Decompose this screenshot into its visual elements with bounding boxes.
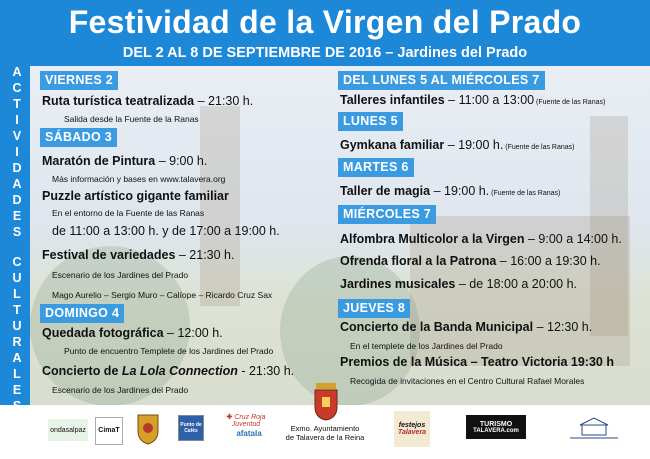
event-note: (Fuente de las Ranas) [489, 190, 561, 197]
side-label-letter: T [13, 97, 21, 111]
event-note: En el entorno de la Fuente de las Ranas [52, 208, 205, 218]
event-ruta [42, 94, 253, 108]
event-time: – de 18:00 a 20:00 h. [455, 277, 577, 291]
red-cross-icon: ✚ [226, 414, 233, 421]
event-time: 19:30 h [567, 355, 614, 369]
side-label-letter: A [12, 65, 22, 79]
event-title: Puzzle artístico gigante familiar [42, 189, 229, 203]
side-label-letter: T [13, 303, 21, 317]
event-alfombra [340, 232, 622, 246]
event-title: Alfombra Multicolor a la Virgen [340, 232, 525, 246]
event-time: – 12:00 h. [163, 326, 223, 340]
shield-icon [136, 413, 160, 445]
side-label-letter: D [12, 161, 22, 175]
event-time: – 21:30 h. [194, 94, 254, 108]
side-label-letter: V [12, 129, 22, 143]
side-label-letter: L [13, 367, 21, 381]
event-title: Premios de la Música – Teatro Victoria [340, 355, 568, 369]
side-label-letter: E [12, 383, 22, 397]
logo-right-institution [566, 415, 622, 441]
sponsor-footer [0, 405, 650, 459]
logo-ondasalpaz: ondasalpaz [48, 419, 88, 441]
city-council-label: Exmo. Ayuntamiento de Talavera de la Reina [285, 424, 365, 442]
city-coat-of-arms-icon [313, 383, 339, 421]
day-martes: MARTES 6 [338, 158, 414, 177]
side-label-letter: U [12, 271, 22, 285]
event-title: Maratón de Pintura [42, 154, 156, 168]
event-note: Salida desde la Fuente de la Ranas [64, 114, 199, 124]
side-label-letter: C [12, 81, 22, 95]
event-festival [42, 248, 234, 262]
event-jardines [340, 277, 577, 291]
side-label-letter: L [13, 287, 21, 301]
event-title: Taller de magia [340, 184, 431, 198]
side-label [4, 64, 30, 414]
event-title: Talleres infantiles [340, 93, 445, 107]
event-title: Festival de variedades [42, 248, 176, 262]
side-label-letter: R [12, 335, 22, 349]
day-sabado: SÁBADO 3 [40, 128, 117, 147]
logo-cimat: CimaT [95, 417, 123, 445]
day-viernes: VIERNES 2 [40, 71, 118, 90]
event-time: – 21:30 h. [175, 248, 235, 262]
event-title-italic: La Lola Connection [121, 364, 238, 378]
event-puzzle [42, 189, 229, 203]
event-time: – 19:00 h. [444, 138, 504, 152]
event-time: – 19:00 h. [430, 184, 490, 198]
logo-turismo-talavera: TURISMO TALAVERA.com [466, 415, 526, 439]
event-time: – 11:00 a 13:00 [444, 93, 535, 107]
side-label-letter: A [12, 177, 22, 191]
event-time: – 9:00 h. [155, 154, 208, 168]
event-quedada [42, 326, 223, 340]
side-label-letter: S [12, 225, 22, 239]
event-maraton [42, 154, 207, 168]
day-lunes-miercoles: DEL LUNES 5 AL MIÉRCOLES 7 [338, 71, 545, 90]
day-lunes: LUNES 5 [338, 112, 403, 131]
event-artists: Mago Aurelio – Sergio Muro – Calíope – Ricardo Cruz Sax [52, 290, 273, 300]
event-title: Ruta turística teatralizada [42, 94, 195, 108]
event-lola [42, 364, 294, 378]
logo-festejos: festejos Talavera [394, 411, 430, 447]
event-note: Recogida de invitaciones en el Centro Cultural Rafael Morales [350, 376, 585, 386]
page-subtitle: DEL 2 AL 8 DE SEPTIEMBRE DE 2016 – Jardines del Prado [122, 45, 528, 61]
event-title: Concierto de [42, 364, 122, 378]
event-time: – 16:00 a 19:30 h. [496, 254, 601, 268]
event-note: (Fuente de las Ranas) [503, 144, 575, 151]
event-title: Concierto de la Banda Municipal [340, 320, 534, 334]
side-label-letter: E [12, 209, 22, 223]
side-label-word-1 [4, 64, 30, 240]
event-note: En el templete de los Jardines del Prado [350, 341, 503, 351]
building-icon [566, 415, 622, 441]
side-label-letter: I [15, 113, 19, 127]
event-banda [340, 320, 592, 334]
side-label-word-2 [4, 254, 30, 414]
side-label-letter: D [12, 193, 22, 207]
day-domingo: DOMINGO 4 [40, 304, 124, 323]
tower-left-shape [200, 106, 240, 306]
event-gymkana [340, 138, 575, 152]
day-miercoles: MIÉRCOLES 7 [338, 205, 436, 224]
event-note: Punto de encuentro Templete de los Jardines del Prado [64, 346, 274, 356]
event-time: - 21:30 h. [237, 364, 295, 378]
event-note: Escenario de los Jardines del Prado [52, 270, 189, 280]
side-label-letter: C [12, 255, 22, 269]
event-note: Escenario de los Jardines del Prado [52, 385, 189, 395]
event-premios [340, 355, 614, 369]
event-title: Quedada fotográfica [42, 326, 164, 340]
event-talleres [340, 93, 605, 107]
event-note: Más información y bases en www.talavera.org [52, 174, 226, 184]
side-label-letter: I [15, 145, 19, 159]
event-time: – 9:00 a 14:00 h. [524, 232, 622, 246]
day-jueves: JUEVES 8 [338, 299, 410, 318]
logo-punto-de-cafes: Punto de Cafés [178, 415, 204, 441]
event-time: – 12:30 h. [533, 320, 593, 334]
event-magia [340, 184, 560, 198]
event-times: de 11:00 a 13:00 h. y de 17:00 a 19:00 h. [52, 224, 280, 238]
event-ofrenda [340, 254, 601, 268]
side-label-letter: U [12, 319, 22, 333]
event-title: Jardines musicales [340, 277, 456, 291]
event-note: (Fuente de las Ranas) [534, 99, 606, 106]
logo-cruz-roja: ✚ Cruz Roja Juventud [226, 414, 266, 428]
logo-afatala: afatala [236, 429, 262, 438]
event-title: Ofrenda floral a la Patrona [340, 254, 497, 268]
event-title: Gymkana familiar [340, 138, 445, 152]
side-label-letter: A [12, 351, 22, 365]
page-title: Festividad de la Virgen del Prado [68, 4, 582, 40]
